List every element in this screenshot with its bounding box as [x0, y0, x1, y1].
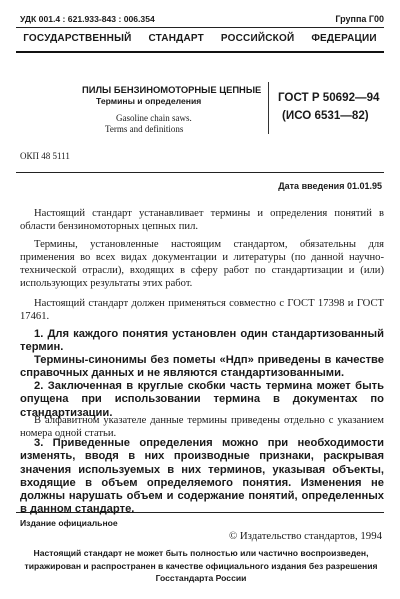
standard-line: ГОСУДАРСТВЕННЫЙ СТАНДАРТ РОССИЙСКОЙ ФЕДЕРАЦИИ	[23, 33, 377, 44]
gost-number: ГОСТ Р 50692—94	[278, 91, 380, 104]
title-divider	[268, 82, 269, 134]
paragraph-scope: Настоящий стандарт устанавливает термины и определения понятий в области бензиномоторных цепных пил.	[20, 208, 384, 233]
udk-code: УДК 001.4 : 621.933-843 : 006.354	[20, 14, 155, 24]
okp-code: ОКП 48 5111	[20, 151, 70, 161]
title-rule	[16, 172, 384, 173]
paragraph-synonyms: Термины-синонимы без пометы «Ндп» приведены в качестве справочных данных и не являются стандартизованными.	[20, 354, 384, 380]
effective-date: Дата введения 01.01.95	[278, 181, 382, 191]
official-edition: Издание официальное	[20, 518, 118, 528]
iso-number: (ИСО 6531—82)	[282, 109, 369, 122]
header-rule-top	[16, 27, 384, 28]
title-en: Gasoline chain saws.	[116, 113, 192, 123]
group-code: Группа Г00	[335, 14, 384, 24]
header-rule-bottom	[16, 51, 384, 53]
subtitle-en: Terms and definitions	[105, 124, 184, 134]
paragraph-joint-use: Настоящий стандарт должен применяться совместно с ГОСТ 17398 и ГОСТ 17461.	[20, 298, 384, 323]
copyright: © Издательство стандартов, 1994	[228, 530, 382, 542]
title-ru: ПИЛЫ БЕНЗИНОМОТОРНЫЕ ЦЕПНЫЕ	[82, 84, 262, 95]
paragraph-rule-3: 3. Приведенные определения можно при необходимости изменять, вводя в них производные признаки, раскрывая значения используемых в них терминов, указывая объекты, входящие в объем определяемого понятия. Изменения не должны нарушать объем и содержание понятий, определенных в данном стандарте.	[20, 437, 384, 516]
reproduction-notice: Настоящий стандарт не может быть полностью или частично воспроизведен, тиражирован и распространен в качестве официального издания без разрешения Госстандарта России	[24, 548, 378, 583]
footer-rule	[16, 512, 384, 513]
paragraph-index: В алфавитном указателе данные термины приведены отдельно с указанием номера одной статьи.	[20, 415, 384, 440]
paragraph-terms: Термины, установленные настоящим стандартом, обязательны для применения во всех видах документации и литературы (по данной научно-технической отрасли), входящих в сферу работ по стандартизации и (или) использующих результаты этих работ.	[20, 239, 384, 290]
paragraph-rule-2: 2. Заключенная в круглые скобки часть термина может быть опущена при использовании термина в документах по стандартизации.	[20, 380, 384, 419]
paragraph-rule-1: 1. Для каждого понятия установлен один стандартизованный термин.	[20, 328, 384, 354]
subtitle-ru: Термины и определения	[96, 96, 202, 106]
